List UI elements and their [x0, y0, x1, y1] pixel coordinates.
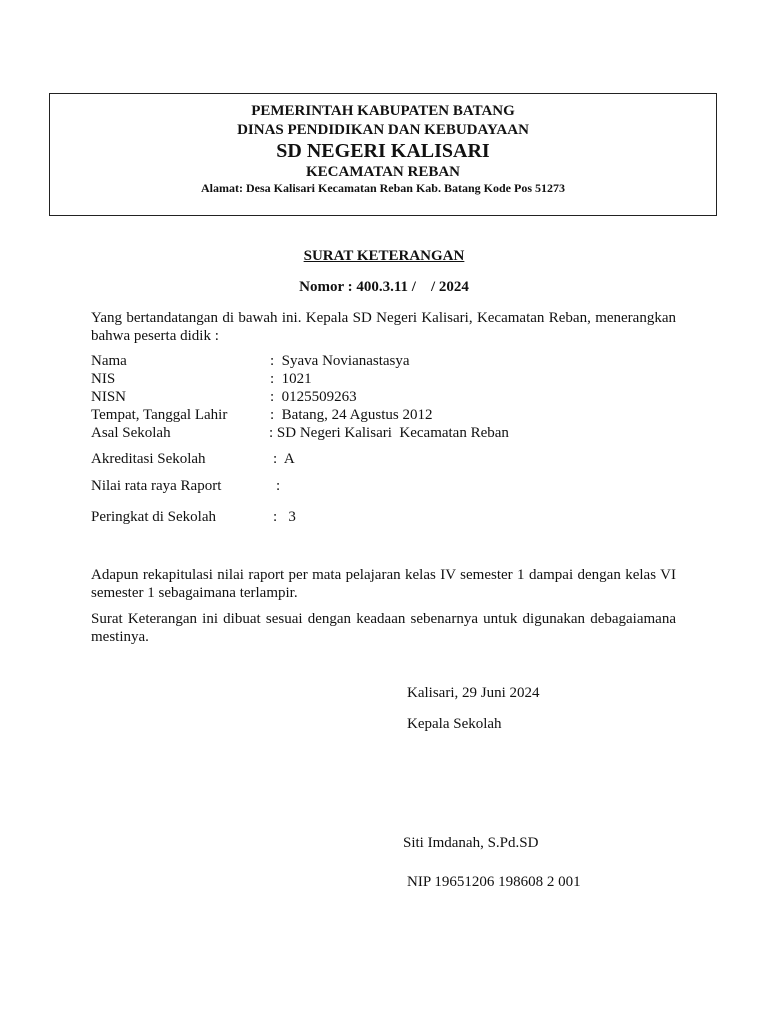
student-birth-label: Tempat, Tanggal Lahir: [91, 407, 228, 423]
student-name-value: : Syava Novianastasya: [270, 353, 410, 369]
signature-name: Siti Imdanah, S.Pd.SD: [403, 835, 539, 851]
recap-paragraph: Adapun rekapitulasi nilai raport per mata pelajaran kelas IV semester 1 dampai dengan kelas VI semester 1 sebagaimana terlampir.: [91, 567, 676, 601]
letterhead: [49, 93, 717, 216]
student-name-label: Nama: [91, 353, 127, 369]
document-number: Nomor : 400.3.11 / / 2024: [299, 279, 469, 295]
school-rank-label: Peringkat di Sekolah: [91, 509, 216, 525]
student-school-label: Asal Sekolah: [91, 425, 171, 441]
school-rank-value: : 3: [273, 509, 296, 525]
student-school-value: : SD Negeri Kalisari Kecamatan Reban: [269, 425, 509, 441]
average-score-value: :: [276, 478, 281, 494]
document-title: SURAT KETERANGAN: [303, 248, 465, 264]
letterhead-department: DINAS PENDIDIKAN DAN KEBUDAYAAN: [237, 122, 529, 138]
accreditation-label: Akreditasi Sekolah: [91, 451, 206, 467]
letterhead-school-name: SD NEGERI KALISARI: [276, 140, 490, 162]
average-score-label: Nilai rata raya Raport: [91, 478, 222, 494]
letterhead-address: Alamat: Desa Kalisari Kecamatan Reban Kab. Batang Kode Pos 51273: [201, 181, 565, 195]
intro-paragraph: Yang bertandatangan di bawah ini. Kepala SD Negeri Kalisari, Kecamatan Reban, menerangkan bahwa peserta didik :: [91, 310, 676, 344]
student-nisn-label: NISN: [91, 389, 127, 405]
letterhead-district: KECAMATAN REBAN: [305, 164, 461, 180]
letterhead-government: PEMERINTAH KABUPATEN BATANG: [251, 103, 515, 119]
student-nisn-value: : 0125509263: [270, 389, 357, 405]
student-nis-value: : 1021: [270, 371, 312, 387]
student-nis-label: NIS: [91, 371, 116, 387]
student-birth-value: : Batang, 24 Agustus 2012: [270, 407, 433, 423]
closing-paragraph: Surat Keterangan ini dibuat sesuai dengan keadaan sebenarnya untuk digunakan debagaiamana mestinya.: [91, 611, 676, 645]
signature-nip: NIP 19651206 198608 2 001: [407, 874, 581, 890]
signature-position: Kepala Sekolah: [407, 716, 502, 732]
accreditation-value: : A: [273, 451, 295, 467]
signature-place-date: Kalisari, 29 Juni 2024: [407, 685, 540, 701]
